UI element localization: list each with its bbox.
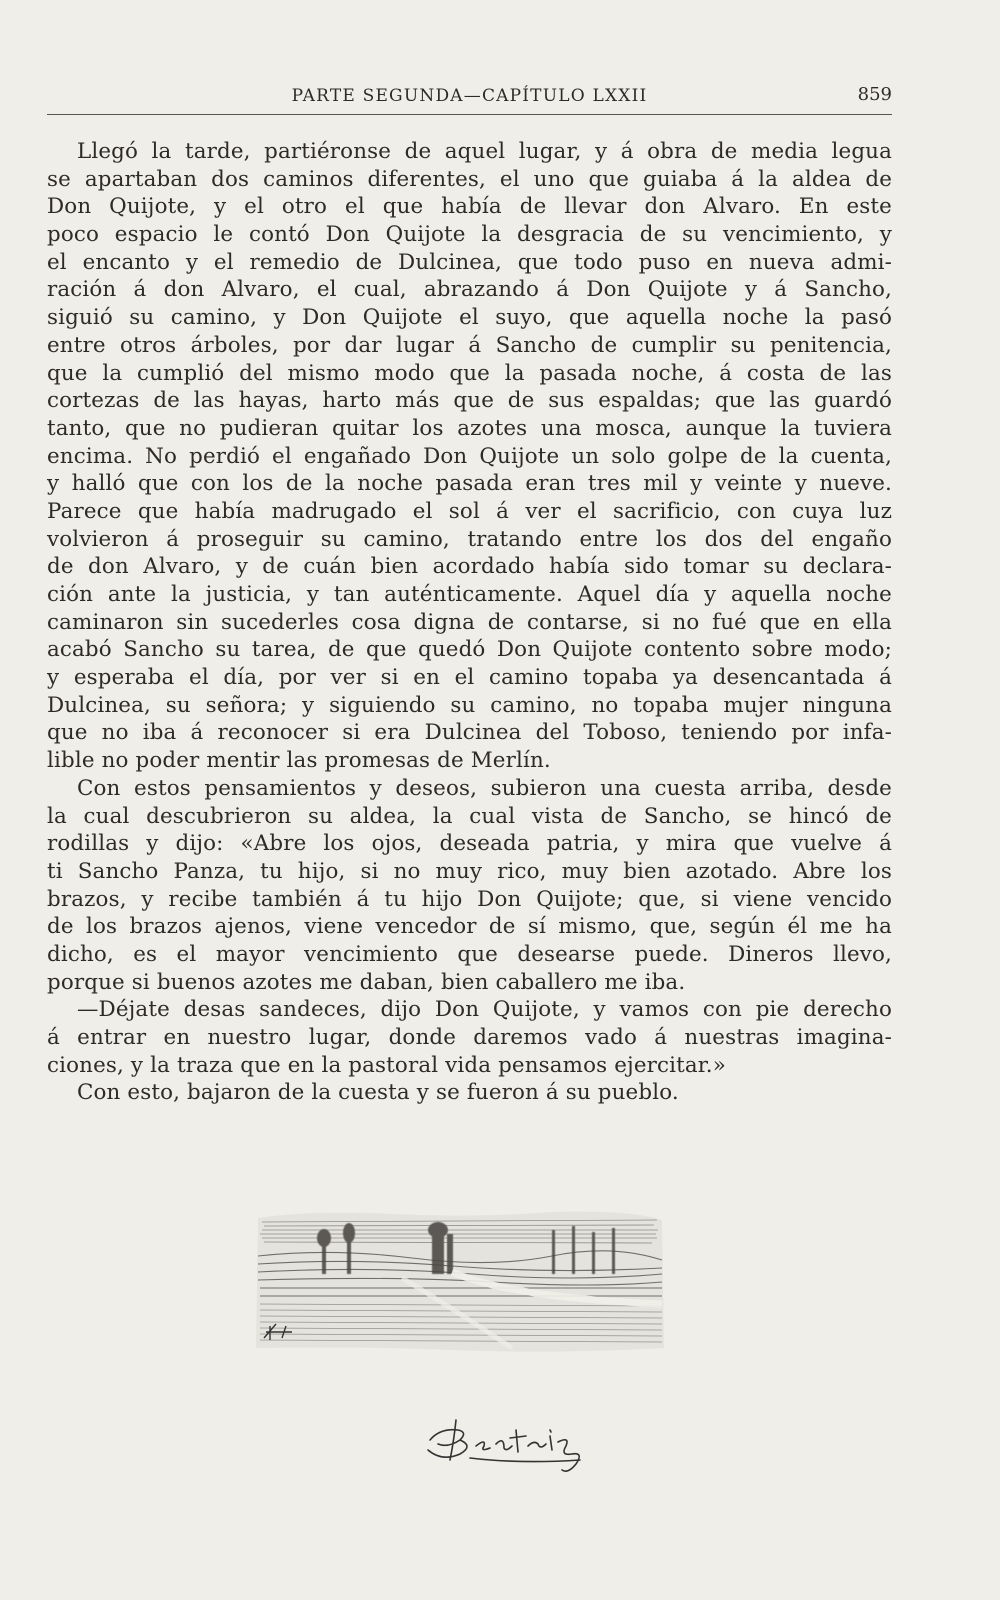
text-line: poco espacio le contó Don Quijote la desgracia de su vencimiento, y	[47, 222, 892, 248]
text-line: Con esto, bajaron de la cuesta y se fueron á su pueblo.	[77, 1080, 679, 1106]
text-line: de los brazos ajenos, viene vencedor de sí mismo, que, según él me ha	[47, 914, 892, 940]
text-line: ciones, y la traza que en la pastoral vida pensamos ejercitar.»	[47, 1052, 726, 1078]
text-line: el encanto y el remedio de Dulcinea, que todo puso en nueva admi-	[47, 249, 892, 275]
text-line: la cual descubrieron su aldea, la cual vista de Sancho, se hincó de	[47, 803, 892, 829]
text-line: entre otros árboles, por dar lugar á Sancho de cumplir su penitencia,	[47, 332, 892, 358]
text-line: siguió su camino, y Don Quijote el suyo, que aquella noche la pasó	[47, 305, 892, 331]
page-number: 859	[857, 84, 892, 105]
text-line: Dulcinea, su señora; y siguiendo su camino, no topaba mujer ninguna	[47, 692, 892, 718]
text-line: volvieron á proseguir su camino, tratando entre los dos del engaño	[47, 526, 892, 552]
text-line: que no iba á reconocer si era Dulcinea del Toboso, teniendo por infa-	[47, 720, 892, 746]
text-line: porque si buenos azotes me daban, bien caballero me iba.	[47, 969, 686, 995]
page-header	[47, 84, 892, 115]
body-text	[47, 138, 892, 1107]
text-line: caminaron sin sucederles cosa digna de contarse, si no fué que en ella	[47, 609, 892, 635]
text-line: acabó Sancho su tarea, de que quedó Don Quijote contento sobre modo;	[47, 637, 892, 663]
text-line: Llegó la tarde, partiéronse de aquel lugar, y á obra de media legua	[77, 139, 892, 164]
text-line: ción ante la justicia, y tan auténticamente. Aquel día y aquella noche	[47, 582, 892, 607]
text-line: ti Sancho Panza, tu hijo, si no muy rico, muy bien azotado. Abre los	[47, 858, 892, 884]
text-line: cortezas de las hayas, harto más que de sus espaldas; que las guardó	[47, 388, 892, 414]
text-line: de don Alvaro, y de cuán bien acordado había sido tomar su declara-	[47, 554, 892, 580]
text-line: —Déjate desas sandeces, dijo Don Quijote, y vamos con pie derecho	[77, 997, 892, 1023]
text-line: Don Quijote, y el otro el que había de llevar don Alvaro. En este	[47, 194, 892, 220]
text-line: ración á don Alvaro, el cual, abrazando á Don Quijote y á Sancho,	[47, 277, 892, 303]
text-line: dicho, es el mayor vencimiento que desearse puede. Dineros llevo,	[47, 941, 892, 967]
text-line: lible no poder mentir las promesas de Merlín.	[47, 748, 551, 774]
text-line: Parece que había madrugado el sol á ver el sacrificio, con cuya luz	[47, 498, 892, 524]
running-title: PARTE SEGUNDA—CAPÍTULO LXXII	[291, 86, 648, 106]
landscape-engraving	[252, 1208, 668, 1356]
text-line: y esperaba el día, por ver si en el camino topaba ya desencantada á	[47, 665, 892, 691]
text-line: rodillas y dijo: «Abre los ojos, deseada patria, y mira que vuelve á	[47, 831, 892, 857]
signature-beatriz	[420, 1400, 620, 1475]
text-line: y halló que con los de la noche pasada eran tres mil y veinte y nueve.	[47, 471, 892, 497]
text-line: encima. No perdió el engañado Don Quijote un solo golpe de la cuenta,	[47, 443, 892, 469]
text-line: brazos, y recibe también á tu hijo Don Quijote; que, si viene vencido	[47, 886, 892, 912]
text-line: tanto, que no pudieran quitar los azotes una mosca, aunque la tuviera	[47, 415, 892, 441]
text-line: Con estos pensamientos y deseos, subieron una cuesta arriba, desde	[77, 775, 892, 801]
text-line: que la cumplió del mismo modo que la pasada noche, á costa de las	[47, 360, 892, 386]
text-line: se apartaban dos caminos diferentes, el uno que guiaba á la aldea de	[47, 166, 892, 192]
text-line: á entrar en nuestro lugar, donde daremos vado á nuestras imagina-	[47, 1025, 892, 1050]
